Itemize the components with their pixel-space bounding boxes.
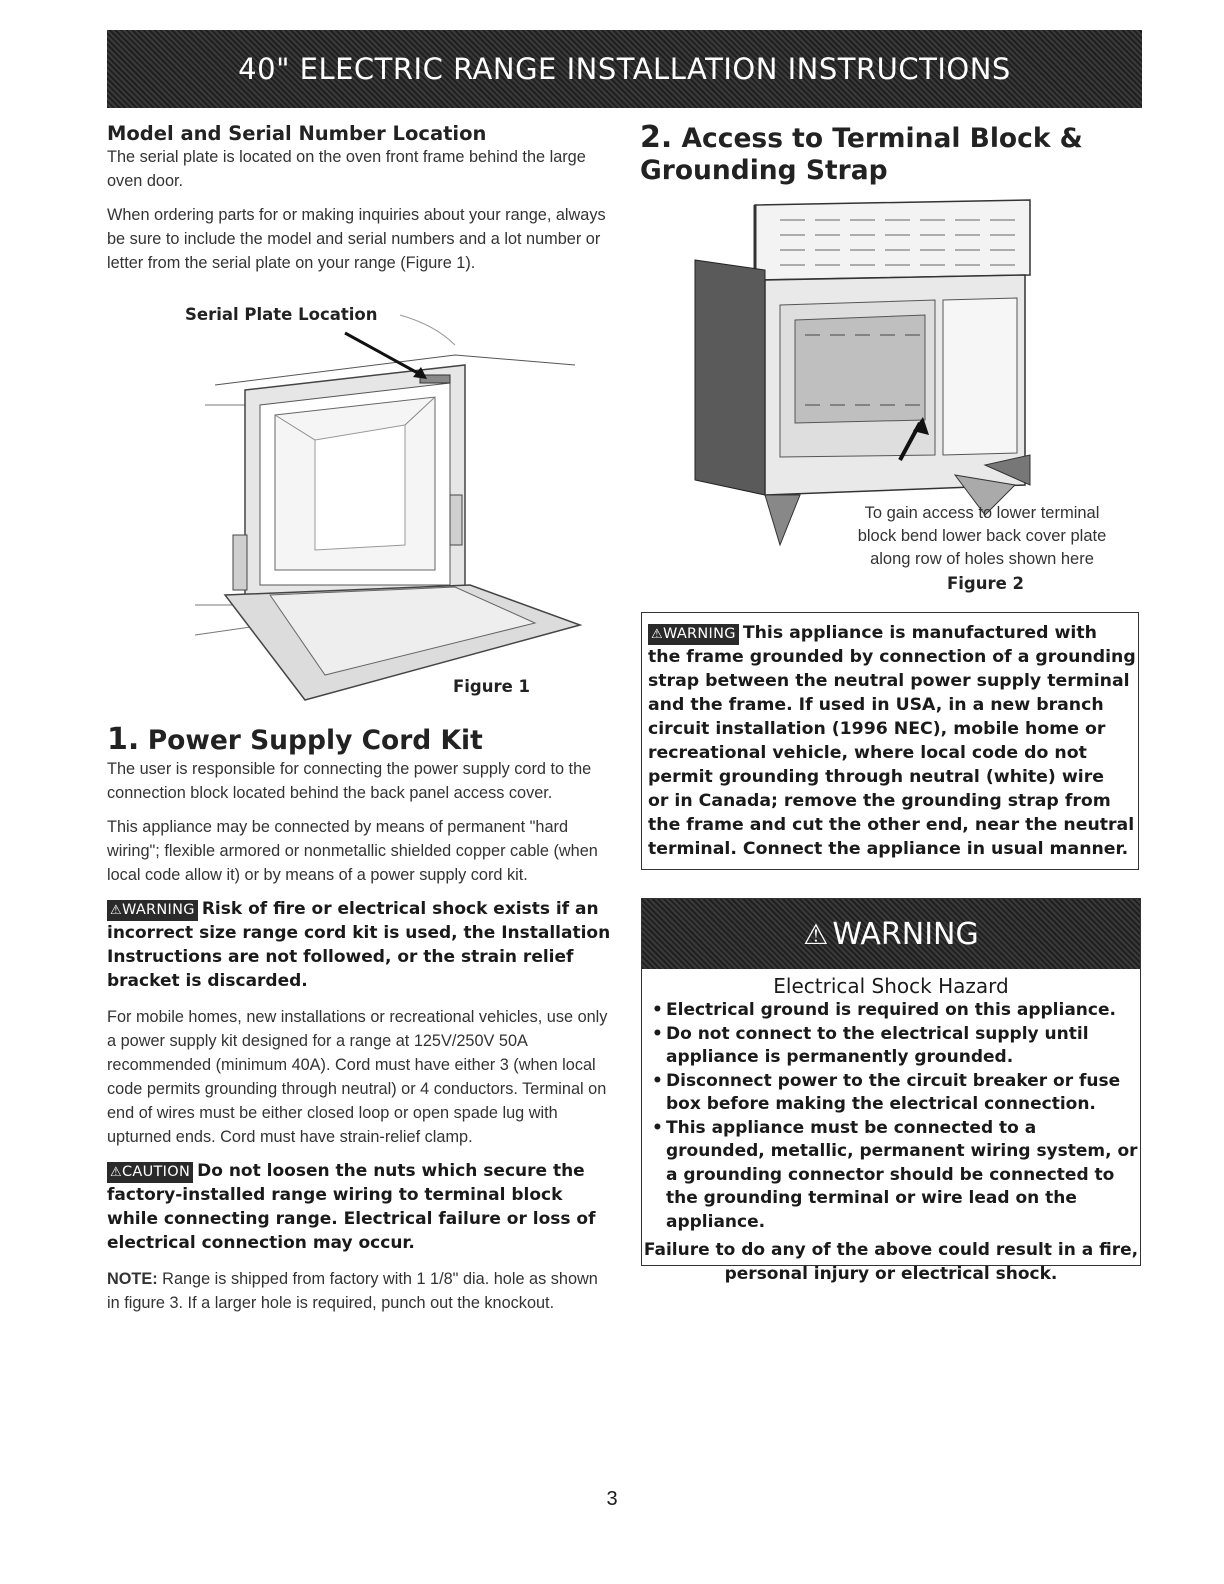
note-text: Range is shipped from factory with 1 1/8" dia. hole as shown in figure 3. If a larger hole is required, punch out the knockout. xyxy=(107,1270,598,1312)
grounding-warning-line: permit grounding through neutral (white) wire xyxy=(648,767,1104,787)
terminal-caution xyxy=(107,1159,612,1255)
grounding-warning-line: recreational vehicle, where local code do not xyxy=(648,743,1087,763)
note-label: NOTE: xyxy=(107,1270,158,1288)
grounding-warning-line: or in Canada; remove the grounding strap from xyxy=(648,791,1111,811)
electrical-shock-warning xyxy=(641,898,1141,1284)
list-item: • Disconnect power to the circuit breaker or fuse box before making the electrical connection. xyxy=(650,1070,1140,1117)
grounding-warning-line: terminal. Connect the appliance in usual manner. xyxy=(648,839,1129,859)
warning-header xyxy=(642,899,1140,969)
model-serial-heading: Model and Serial Number Location xyxy=(107,122,487,145)
grounding-warning-line: circuit installation (1996 NEC), mobile home or xyxy=(648,719,1106,739)
model-serial-p2: When ordering parts for or making inquiries about your range, always be sure to include the model and serial numbers and a lot number or letter from the serial plate on your range (Figure 1). xyxy=(107,206,606,272)
failure-statement: Failure to do any of the above could result in a fire, personal injury or electrical shock. xyxy=(643,1240,1139,1284)
cord-kit-warning xyxy=(107,897,612,993)
section-1-note xyxy=(107,1267,612,1315)
section-1-title xyxy=(107,724,612,757)
grounding-warning-box xyxy=(641,612,1139,870)
serial-plate-callout: Serial Plate Location xyxy=(185,305,378,324)
warning-triangle-icon: ⚠ xyxy=(651,627,663,642)
warning-triangle-icon: ⚠ xyxy=(110,903,122,918)
list-item: • This appliance must be connected to a grounded, metallic, permanent wiring system, or a grounding connector should be connected to the grounding terminal or wire lead on the appliance. xyxy=(650,1117,1140,1235)
figure-1 xyxy=(185,305,585,705)
left-column xyxy=(107,122,612,285)
warning-triangle-icon: ⚠ xyxy=(803,917,829,951)
warning-header-label: WARNING xyxy=(832,916,979,952)
caution-triangle-icon: ⚠ xyxy=(110,1165,122,1180)
section-2-title xyxy=(640,122,1142,187)
section-1-heading: Power Supply Cord Kit xyxy=(147,725,483,756)
figure-2-caption: Figure 2 xyxy=(947,574,1025,593)
grounding-warning-line: the frame grounded by connection of a grounding xyxy=(648,647,1136,667)
hazard-title: Electrical Shock Hazard xyxy=(773,974,1009,998)
section-1-p2: This appliance may be connected by means of permanent "hard wiring"; flexible armored or nonmetallic shielded copper cable (when local code allow it) or by means of a power supply cord kit. xyxy=(107,818,598,884)
warning-tag: ⚠WARNING xyxy=(107,900,198,921)
figure-2 xyxy=(685,195,1140,625)
oven-illustration xyxy=(185,305,585,705)
grounding-warning-line: strap between the neutral power supply terminal xyxy=(648,671,1130,691)
section-1-p3: For mobile homes, new installations or recreational vehicles, use only a power supply kit designed for a range at 125V/250V 50A recommended (minimum 40A). Cord must have either 3 (when local code permits grounding through neutral) or 4 conductors. Terminal on end of wires must be either closed loop or open spade lug with upturned ends. Cord must have strain-relief clamp. xyxy=(107,1008,608,1146)
figure-1-caption: Figure 1 xyxy=(453,677,531,696)
list-item: • Do not connect to the electrical supply until appliance is permanently grounded. xyxy=(650,1023,1140,1070)
figure-2-note-line3: along row of holes shown here xyxy=(870,550,1094,568)
section-2-header xyxy=(640,122,1142,187)
grounding-warning-line-1: ⚠WARNING This appliance is manufactured with xyxy=(648,621,1138,645)
page-number: 3 xyxy=(606,1488,618,1510)
grounding-warning-line: and the frame. If used in USA, in a new branch xyxy=(648,695,1104,715)
section-1-p1: The user is responsible for connecting the power supply cord to the connection block located behind the back panel access cover. xyxy=(107,760,592,802)
section-1-number: 1. xyxy=(107,722,140,757)
model-serial-p1: The serial plate is located on the oven front frame behind the large oven door. xyxy=(107,148,586,190)
page-title: 40" ELECTRIC RANGE INSTALLATION INSTRUCTIONS xyxy=(238,52,1011,86)
section-2-number: 2. xyxy=(640,120,673,155)
section-2-title-line1: Access to Terminal Block & xyxy=(681,123,1083,154)
figure-2-note xyxy=(827,502,1137,571)
figure-2-note-line2: block bend lower back cover plate xyxy=(857,527,1107,545)
caution-tag: ⚠CAUTION xyxy=(107,1162,193,1183)
list-item: • Electrical ground is required on this appliance. xyxy=(650,999,1140,1023)
title-banner xyxy=(107,30,1142,108)
terminal-caution-text: Do not loosen the nuts which secure the factory-installed range wiring to terminal block while connecting range. Electrical failure or loss of electrical connection may occur. xyxy=(107,1161,596,1253)
figure-2-note-line1: To gain access to lower terminal xyxy=(864,504,1100,522)
hazard-list xyxy=(642,999,1140,1234)
grounding-warning-tag: ⚠WARNING xyxy=(648,624,739,645)
section-1 xyxy=(107,724,612,1325)
cord-kit-warning-text: Risk of fire or electrical shock exists if an incorrect size range cord kit is used, the Installation Instructions are not followed, or the strain relief bracket is discarded. xyxy=(107,899,611,991)
section-2-title-line2: Grounding Strap xyxy=(640,155,888,186)
grounding-warning-line: the frame and cut the other end, near the neutral xyxy=(648,815,1135,835)
